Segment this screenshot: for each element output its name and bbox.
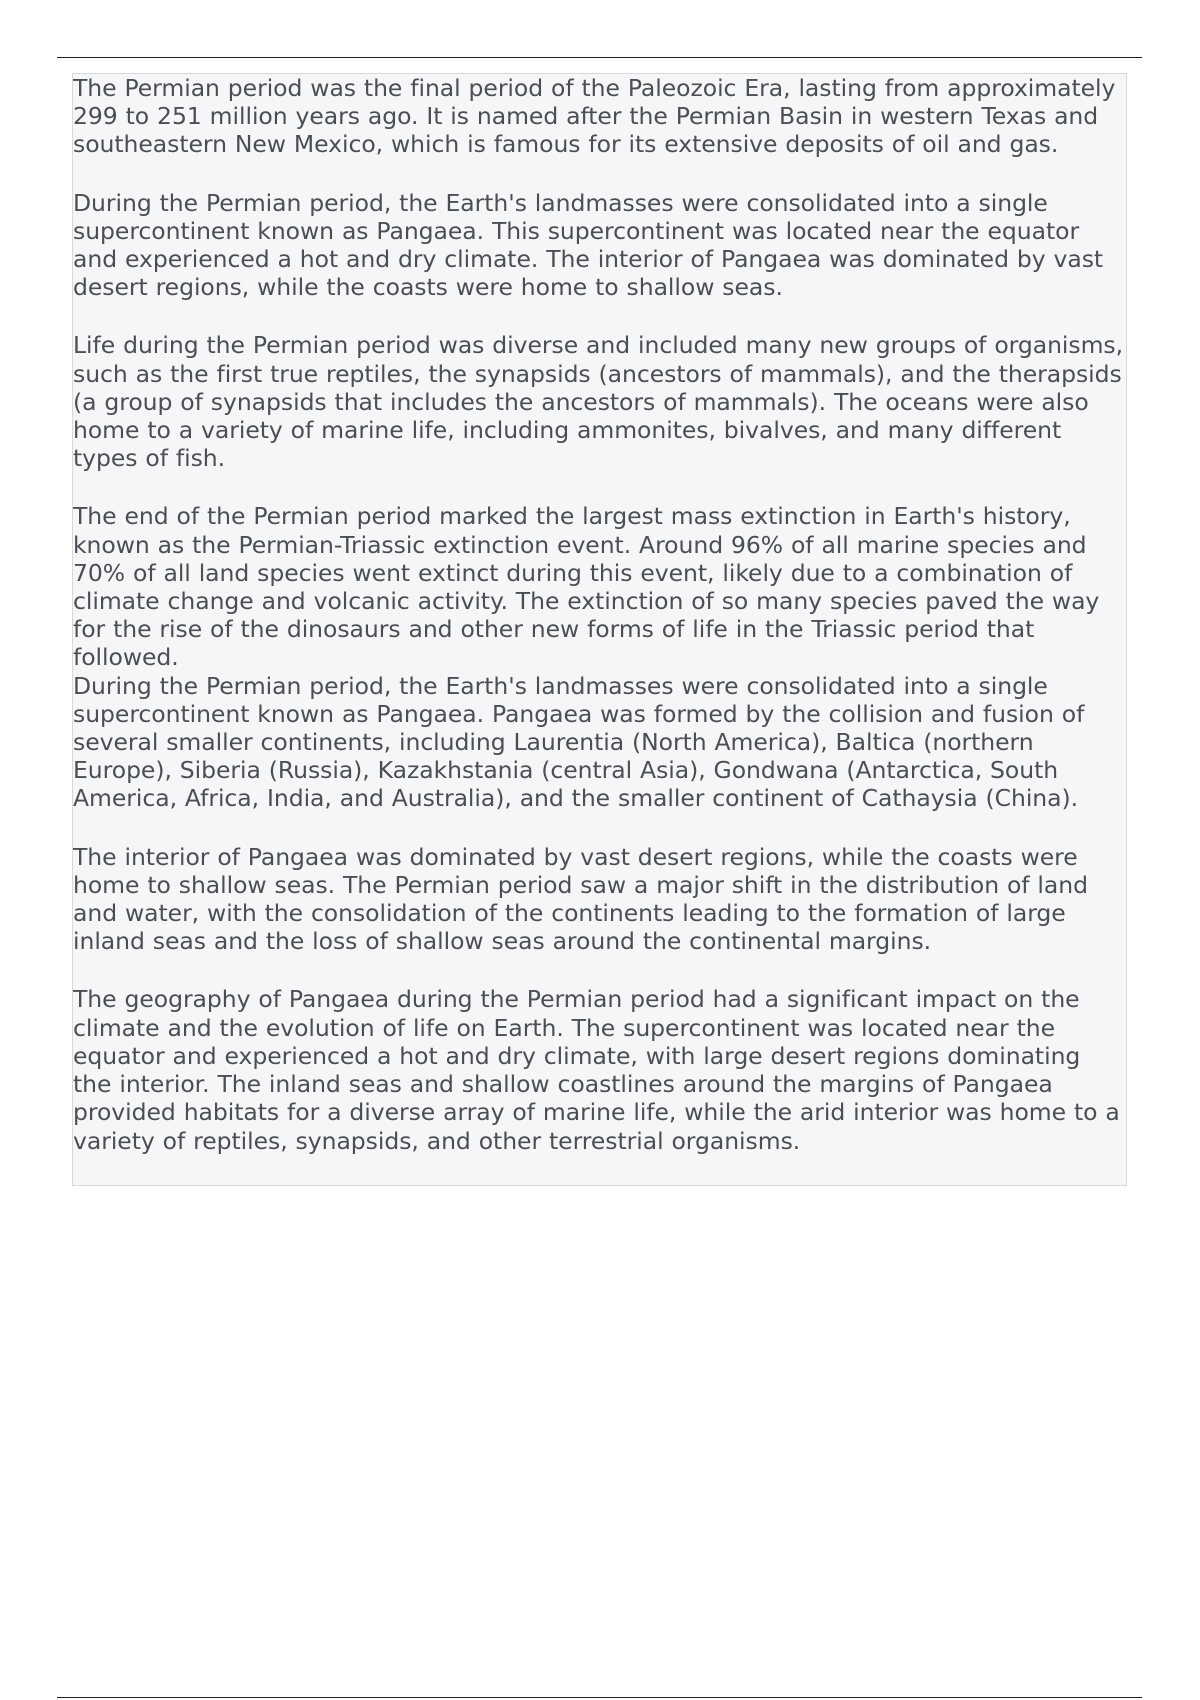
paragraph: The interior of Pangaea was dominated by vast desert regions, while the coasts were home to shallow seas. The Permian period saw a major shift in the distribution of land and water, with the consolidation of the continents leading to the formation of large inland seas and the loss of shallow seas around the continental margins. [73,842,1088,956]
paragraph: During the Permian period, the Earth's landmasses were consolidated into a single supercontinent known as Pangaea. This supercontinent was located near the equator and experienced a hot and dry climate. The interior of Pangaea was dominated by vast desert regions, while the coasts were home to shallow seas. [73,188,1104,302]
paragraph: The end of the Permian period marked the largest mass extinction in Earth's history, known as the Permian-Triassic extinction event. Around 96% of all marine species and 70% of all land species went extinct during this event, likely due to a combination of climate change and volcanic activity. The extinction of so many species paved the way for the rise of the dinosaurs and other new forms of life in the Triassic period that followed. [73,502,1100,672]
text-block [72,73,1127,1186]
footer-rule [57,1697,1142,1698]
header-rule [57,57,1142,58]
paragraph: The Permian period was the final period of the Paleozoic Era, lasting from approximately 299 to 251 million years ago. It is named after the Permian Basin in western Texas and southeastern New Mexico, which is famous for its extensive deposits of oil and gas. [73,74,1116,159]
paragraph: Life during the Permian period was diverse and included many new groups of organisms, such as the first true reptiles, the synapsids (ancestors of mammals), and the therapsids (a group of synapsids that includes the ancestors of mammals). The oceans were also home to a variety of marine life, including ammonites, bivalves, and many different types of fish. [73,331,1124,473]
paragraph: The geography of Pangaea during the Permian period had a significant impact on the climate and the evolution of life on Earth. The supercontinent was located near the equator and experienced a hot and dry climate, with large desert regions dominating the interior. The inland seas and shallow coastlines around the margins of Pangaea provided habitats for a diverse array of marine life, while the arid interior was home to a variety of reptiles, synapsids, and other terrestrial organisms. [73,985,1120,1155]
paragraph: During the Permian period, the Earth's landmasses were consolidated into a single supercontinent known as Pangaea. Pangaea was formed by the collision and fusion of several smaller continents, including Laurentia (North America), Baltica (northern Europe), Siberia (Russia), Kazakhstania (central Asia), Gondwana (Antarctica, South America, Africa, India, and Australia), and the smaller continent of Cathaysia (China). [73,671,1085,813]
